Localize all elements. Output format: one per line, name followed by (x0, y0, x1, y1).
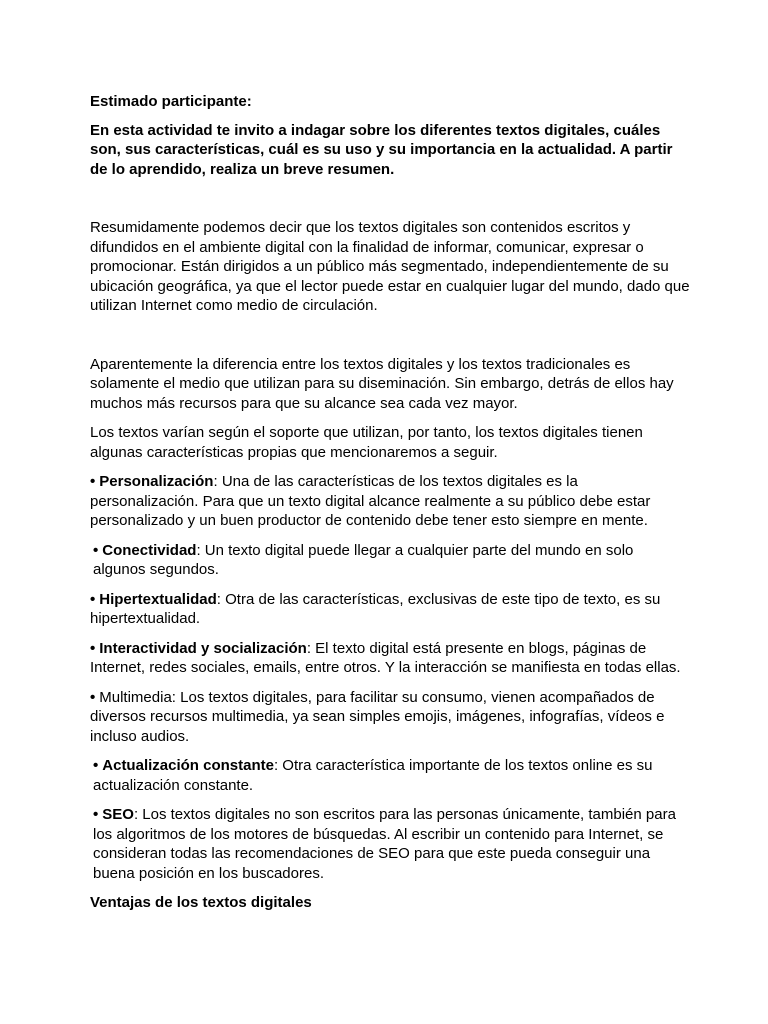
feature-description: : Los textos digitales no son escritos para las personas únicamente, también para los algoritmos de los motores de búsquedas. Al escribir un contenido para Internet, se consideran todas las recomendaciones de SEO para que este pueda conseguir una buena posición en los buscadores. (93, 806, 676, 882)
bullet-icon: • (90, 473, 96, 490)
feature-description: : Una de las características de los textos digitales es la personalización. Para que un texto digital alcance realmente a su público debe estar personalizado y un buen productor de contenido debe tener esto siempre en mente. (90, 473, 651, 529)
characteristics-intro-paragraph: Los textos varían según el soporte que utilizan, por tanto, los textos digitales tienen algunas características propias que mencionaremos a seguir. (90, 424, 643, 461)
bullet-icon: • (93, 541, 99, 559)
feature-name: Interactividad y socialización (99, 639, 307, 657)
document-page (90, 92, 690, 913)
feature-item-multimedia (90, 688, 690, 747)
activity-instructions: En esta actividad te invito a indagar sobre los diferentes textos digitales, cuáles son, sus características, cuál es su uso y su importancia en la actualidad. A partir de lo aprendido, realiza un breve resumen. (90, 121, 673, 178)
feature-item-hipertextualidad (90, 590, 690, 629)
feature-item-actualizacion (90, 756, 690, 795)
difference-paragraph: Aparentemente la diferencia entre los textos digitales y los textos tradicionales es solamente el medio que utilizan para su diseminación. Sin embargo, detrás de ellos hay muchos más recursos para que su alcance sea cada vez mayor. (90, 355, 674, 412)
feature-description: : Los textos digitales, para facilitar su consumo, vienen acompañados de diversos recursos multimedia, ya sean simples emojis, imágenes, infografías, vídeos e incluso audios. (90, 688, 665, 745)
feature-name: Actualización constante (102, 757, 274, 774)
feature-item-seo (90, 805, 690, 883)
feature-description: : Otra de las características, exclusivas de este tipo de texto, es su hipertextualidad. (90, 590, 661, 627)
feature-item-conectividad (90, 541, 690, 580)
bullet-icon: • (93, 806, 99, 823)
bullet-icon: • (90, 639, 96, 657)
feature-item-interactividad (90, 639, 690, 678)
greeting: Estimado participante: (90, 93, 252, 110)
feature-item-personalizacion (90, 472, 690, 531)
section-heading-ventajas: Ventajas de los textos digitales (90, 894, 312, 911)
feature-description: : Un texto digital puede llegar a cualquier parte del mundo en solo algunos segundos. (93, 541, 634, 578)
summary-paragraph: Resumidamente podemos decir que los textos digitales son contenidos escritos y difundidos en el ambiente digital con la finalidad de informar, comunicar, expresar o promocionar. Están dirigidos a un público más segmentado, independientemente de su ubicación geográfica, ya que el lector puede estar en cualquier lugar del mundo, dado que utilizan Internet como medio de circulación. (90, 219, 690, 314)
feature-name: Personalización (99, 473, 214, 490)
bullet-icon: • (90, 590, 96, 608)
feature-name: Hipertextualidad (99, 590, 217, 608)
feature-description: : Otra característica importante de los textos online es su actualización constante. (93, 757, 653, 794)
feature-name: Multimedia (99, 688, 172, 706)
bullet-icon: • (93, 757, 99, 774)
feature-description: : El texto digital está presente en blogs, páginas de Internet, redes sociales, emails, entre otros. Y la interacción se manifiesta en todas ellas. (90, 639, 681, 676)
bullet-icon: • (90, 688, 96, 706)
feature-name: SEO (102, 806, 134, 823)
feature-name: Conectividad (102, 541, 197, 559)
